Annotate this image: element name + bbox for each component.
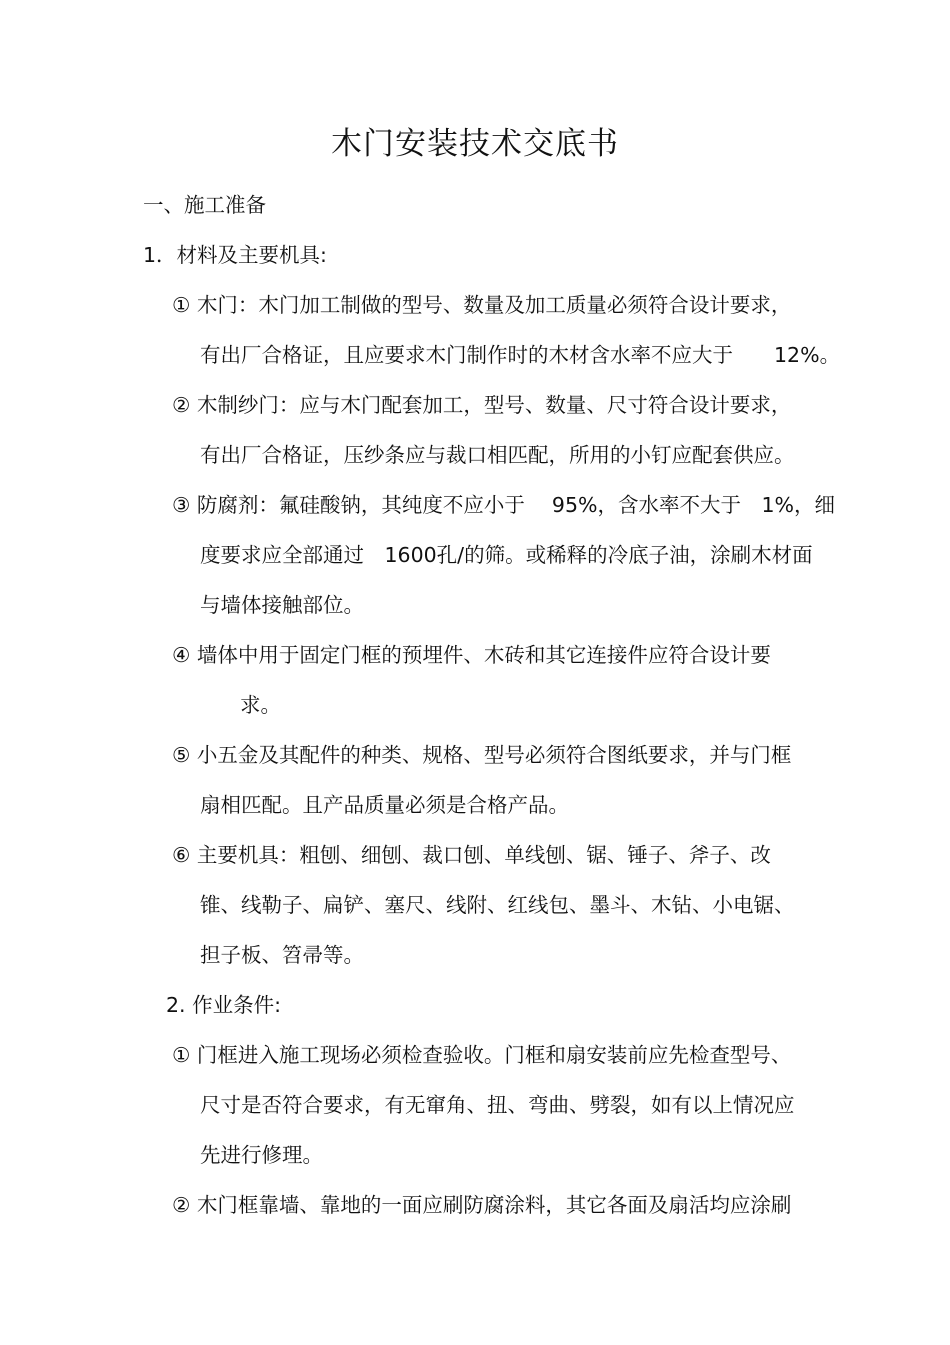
materials-item-4-line-1: ④ 墙体中用于固定门框的预埋件、木砖和其它连接件应符合设计要 xyxy=(172,643,771,667)
conditions-item-1-line-3: 先进行修理。 xyxy=(200,1143,323,1167)
subsection-heading-materials: 1．材料及主要机具: xyxy=(143,243,327,267)
section-heading: 一、施工准备 xyxy=(143,193,266,217)
materials-item-2-line-2: 有出厂合格证，压纱条应与裁口相匹配，所用的小钉应配套供应。 xyxy=(200,443,795,467)
materials-item-5-line-2: 扇相匹配。且产品质量必须是合格产品。 xyxy=(200,793,569,817)
materials-item-3-line-1: ③ 防腐剂：氟硅酸钠，其纯度不应小于 95%，含水率不大于 1%，细 xyxy=(172,493,835,517)
conditions-item-2-line-1: ② 木门框靠墙、靠地的一面应刷防腐涂料，其它各面及扇活均应涂刷 xyxy=(172,1193,792,1217)
subsection-heading-conditions: 2. 作业条件: xyxy=(166,993,281,1017)
materials-item-4-line-2: 求。 xyxy=(240,693,281,717)
materials-item-6-line-3: 担子板、笤帚等。 xyxy=(200,943,364,967)
conditions-item-1-line-1: ① 门框进入施工现场必须检查验收。门框和扇安装前应先检查型号、 xyxy=(172,1043,792,1067)
materials-item-2-line-1: ② 木制纱门：应与木门配套加工，型号、数量、尺寸符合设计要求， xyxy=(172,393,792,417)
materials-item-6-line-2: 锥、线勒子、扁铲、塞尺、线附、红线包、墨斗、木钻、小电锯、 xyxy=(200,893,795,917)
materials-item-1-line-1: ① 木门：木门加工制做的型号、数量及加工质量必须符合设计要求， xyxy=(172,293,792,317)
conditions-item-1-line-2: 尺寸是否符合要求，有无窜角、扭、弯曲、劈裂，如有以上情况应 xyxy=(200,1093,795,1117)
materials-item-3-line-3: 与墙体接触部位。 xyxy=(200,593,364,617)
document-title: 木门安装技术交底书 xyxy=(331,126,619,162)
materials-item-3-line-2: 度要求应全部通过 1600孔/的筛。或稀释的冷底子油，涂刷木材面 xyxy=(200,543,813,567)
materials-item-5-line-1: ⑤ 小五金及其配件的种类、规格、型号必须符合图纸要求，并与门框 xyxy=(172,743,792,767)
materials-item-6-line-1: ⑥ 主要机具：粗刨、细刨、裁口刨、单线刨、锯、锤子、斧子、改 xyxy=(172,843,771,867)
materials-item-1-line-2: 有出厂合格证，且应要求木门制作时的木材含水率不应大于 12%。 xyxy=(200,343,841,367)
